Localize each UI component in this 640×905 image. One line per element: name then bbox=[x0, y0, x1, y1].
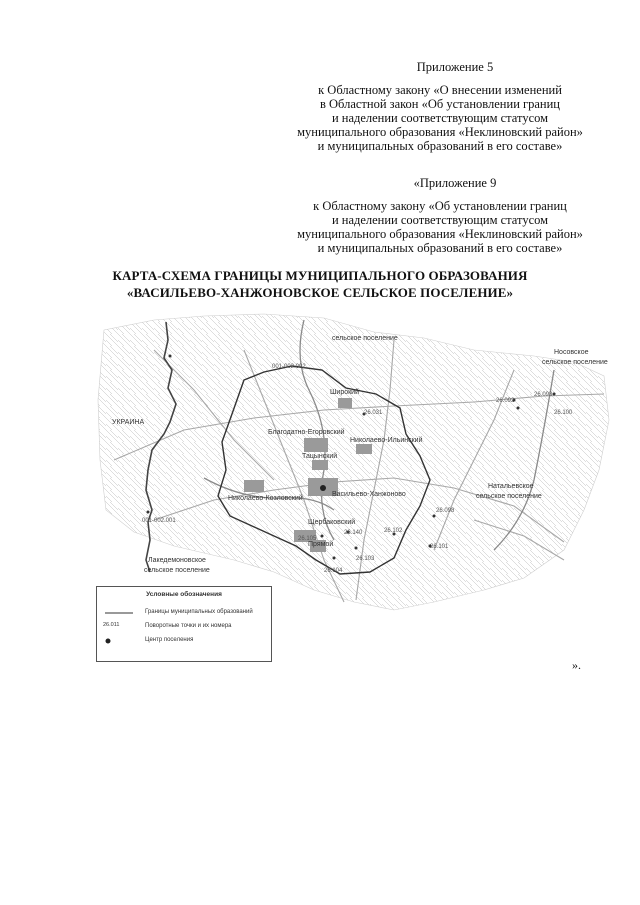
neighbor-label: сельское поселение bbox=[476, 493, 542, 500]
turning-point-symbol: 26.011 bbox=[103, 622, 120, 628]
settlement-label: Благодатно-Егоровский bbox=[268, 429, 345, 436]
neighbor-label: сельское поселение bbox=[542, 359, 608, 366]
neighbor-label: Носовское bbox=[554, 349, 589, 356]
neighbor-label: Лакедемоновское bbox=[148, 557, 206, 564]
legend-item bbox=[103, 637, 269, 645]
appendix-9-line: муниципального образования «Неклиновский район» bbox=[297, 227, 583, 241]
country-label: УКРАИНА bbox=[112, 419, 145, 426]
appendix-5-line: в Областной закон «Об установлении границ bbox=[319, 97, 560, 111]
map-heading-line-2: «ВАСИЛЬЕВО-ХАНЖОНОВСКОЕ СЕЛЬСКОЕ ПОСЕЛЕНИЕ» bbox=[126, 285, 514, 300]
appendix-9-title: «Приложение 9 bbox=[413, 176, 497, 190]
point-label: 26.102 bbox=[384, 528, 403, 534]
appendix-5-title: Приложение 5 bbox=[416, 60, 494, 74]
point-label: 001-002.001 bbox=[142, 518, 176, 524]
neighbor-label: Натальевское bbox=[488, 483, 534, 490]
point-label: 26.100 bbox=[554, 410, 573, 416]
point-label: 26.104 bbox=[324, 568, 343, 574]
point-label: 26.105 bbox=[298, 536, 317, 542]
appendix-9-line: и муниципальных образований в его составе» bbox=[317, 241, 563, 255]
appendix-5-block bbox=[290, 60, 590, 153]
settlement-label: Прямой bbox=[308, 541, 334, 548]
legend-title: Условные обозначения bbox=[146, 591, 222, 598]
settlement-center-dot bbox=[320, 485, 326, 491]
appendix-9-block bbox=[290, 176, 590, 255]
appendix-5-line: муниципального образования «Неклиновский район» bbox=[297, 125, 583, 139]
settlement-label: Широкий bbox=[330, 389, 359, 396]
appendix-5-line: к Областному закону «О внесении изменений bbox=[318, 83, 562, 97]
appendix-5-line: и муниципальных образований в его составе» bbox=[317, 139, 563, 153]
point-label: 26.092 bbox=[496, 398, 515, 404]
map-terrain bbox=[98, 314, 609, 610]
appendix-5-line: и наделении соответствующим статусом bbox=[331, 111, 549, 125]
point-label: 26.031 bbox=[364, 410, 383, 416]
boundary-line-symbol bbox=[103, 609, 135, 617]
map-heading-line-1: КАРТА-СХЕМА ГРАНИЦЫ МУНИЦИПАЛЬНОГО ОБРАЗОВАНИЯ bbox=[112, 268, 528, 283]
settlement-label: Васильево-Ханжоново bbox=[332, 491, 406, 498]
legend-item bbox=[103, 609, 269, 617]
legend-item bbox=[103, 623, 269, 631]
neighbor-label: сельское поселение bbox=[144, 567, 210, 574]
closing-quote: ». bbox=[572, 658, 581, 672]
point-label: 26.140 bbox=[344, 530, 363, 536]
point-label: 26.098 bbox=[436, 508, 455, 514]
point-label: 26.101 bbox=[430, 544, 449, 550]
settlement-label: Щербаковский bbox=[308, 519, 356, 526]
appendix-9-line: к Областному закону «Об установлении границ bbox=[313, 199, 567, 213]
settlement-label: Николаево-Козловский bbox=[228, 495, 303, 502]
appendix-9-line: и наделении соответствующим статусом bbox=[331, 213, 549, 227]
center-dot-symbol bbox=[103, 637, 135, 645]
point-label: 26.093 bbox=[534, 392, 553, 398]
map-legend bbox=[96, 586, 272, 662]
neighbor-label: сельское поселение bbox=[332, 335, 398, 342]
point-label: 26.103 bbox=[356, 556, 375, 562]
point-label: 001-002.002 bbox=[272, 364, 306, 370]
settlement-label: Тацынский bbox=[302, 453, 338, 460]
legend-item-text: Границы муниципальных образований bbox=[145, 609, 253, 615]
settlement-label: Николаево-Ильинский bbox=[350, 437, 423, 444]
legend-item-text: Центр поселения bbox=[145, 637, 194, 643]
legend-item-text: Поворотные точки и их номера bbox=[145, 623, 232, 629]
